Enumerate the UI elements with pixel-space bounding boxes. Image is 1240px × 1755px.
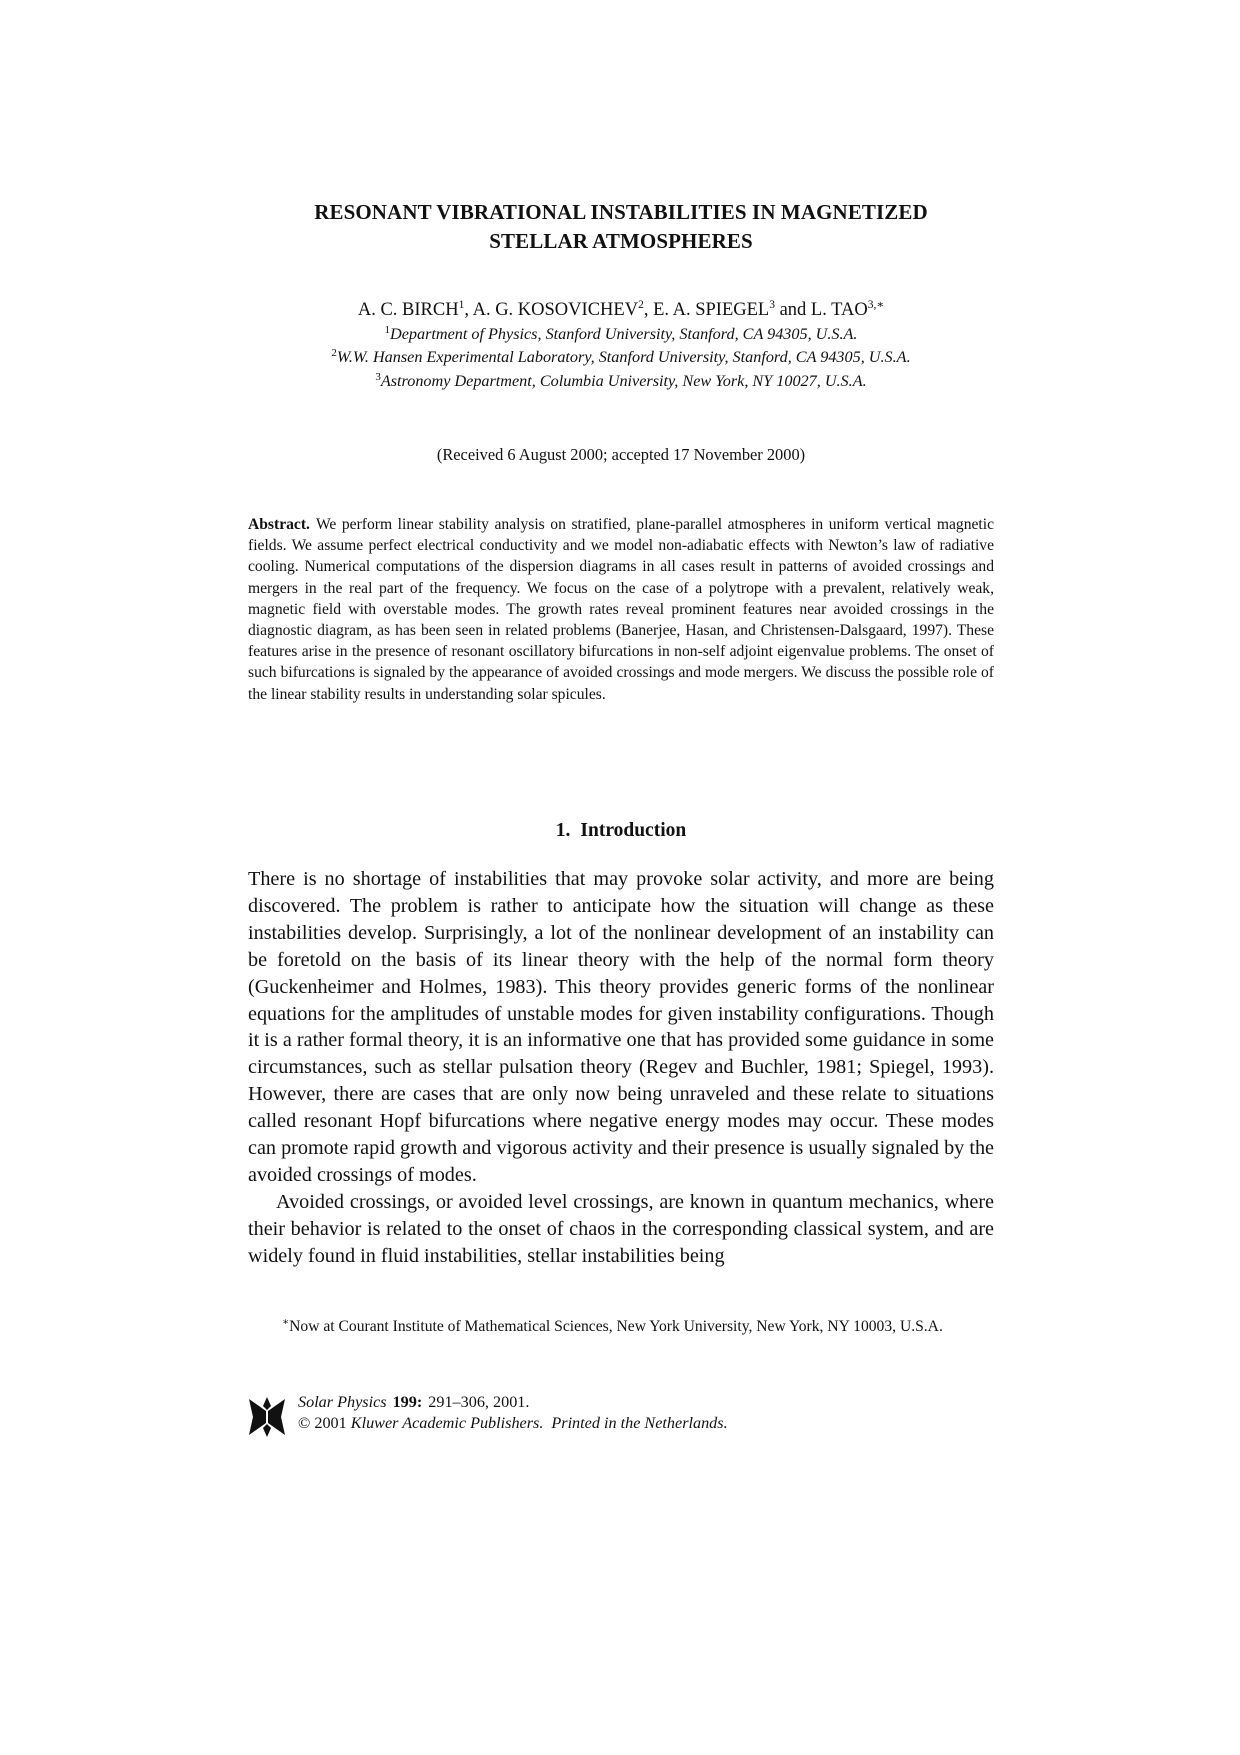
title-line-2: STELLAR ATMOSPHERES	[489, 229, 753, 253]
affiliation-list	[248, 323, 994, 393]
affiliation-number: 3	[375, 370, 381, 383]
footnote-marker: ∗	[282, 1317, 290, 1328]
section-title: Introduction	[580, 820, 687, 841]
author-affiliation-marker: 3	[769, 299, 775, 311]
body-paragraph: Avoided crossings, or avoided level crossings, are known in quantum mechanics, where their behavior is related to the onset of chaos in the corresponding classical system, and are widely found in fluid instabilities, stellar instabilities being	[248, 1190, 994, 1267]
body-paragraph: There is no shortage of instabilities that may provoke solar activity, and more are being discovered. The problem is rather to anticipate how the situation will change as these instabilities develop. Surprisingly, a lot of the nonlinear development of an instability can be foretold on the basis of its linear theory with the help of the normal form theory (Guckenheimer and Holmes, 1983). This theory provides generic forms of the nonlinear equations for the amplitudes of unstable modes for given instability configurations. Though it is a rather formal theory, it is an informative one that has provided some guidance in some circumstances, such as stellar pulsation theory (Regev and Buchler, 1981; Spiegel, 1993). However, there are cases that are only now being unraveled and these relate to situations called resonant Hopf bifurcations where negative energy modes may occur. These modes can promote rapid growth and vigorous activity and their presence is usually signaled by the avoided crossings of modes.	[248, 868, 994, 1186]
abstract	[248, 514, 994, 705]
author-separator: ,	[464, 300, 473, 320]
journal-volume: 199:	[392, 1393, 423, 1411]
publisher-citation	[298, 1392, 728, 1434]
journal-pages: 291–306, 2001.	[428, 1393, 530, 1411]
author-name: L. TAO	[810, 300, 868, 320]
journal-line	[298, 1392, 728, 1413]
journal-name: Solar Physics	[298, 1393, 387, 1411]
affiliation	[248, 370, 994, 393]
author-name: A. G. KOSOVICHEV	[472, 300, 639, 320]
footnote-text: Now at Courant Institute of Mathematical Sciences, New York University, New York, NY 10003, U.S.A.	[289, 1318, 943, 1335]
copyright-line	[298, 1413, 728, 1434]
kluwer-logo-icon	[248, 1397, 286, 1437]
author-affiliation-marker: 1	[458, 299, 465, 311]
abstract-label: Abstract.	[248, 516, 310, 533]
title-line-1: RESONANT VIBRATIONAL INSTABILITIES IN MAGNETIZED	[314, 200, 928, 224]
author-name: A. C. BIRCH	[357, 300, 459, 320]
publisher-info	[248, 1392, 994, 1444]
affiliation-text: Astronomy Department, Columbia University, New York, NY 10027, U.S.A.	[380, 371, 867, 390]
received-dates: (Received 6 August 2000; accepted 17 November 2000)	[436, 445, 806, 464]
publisher-name: Kluwer Academic Publishers.	[350, 1414, 544, 1432]
paper-title	[248, 198, 994, 256]
section-number: 1.	[555, 820, 571, 841]
affiliation-number: 2	[331, 347, 337, 360]
affiliation	[248, 323, 994, 346]
section-heading	[248, 818, 994, 844]
affiliation-text: Department of Physics, Stanford University, Stanford, CA 94305, U.S.A.	[390, 325, 858, 343]
abstract-text: We perform linear stability analysis on stratified, plane-parallel atmospheres in uniform vertical magnetic fields. We assume perfect electrical conductivity and we model non-adiabatic effects with Newton’s law of radiative cooling. Numerical computations of the dispersion diagrams in all cases result in patterns of avoided crossings and mergers in the real part of the frequency. We focus on the case of a polytrope with a prevalent, relatively weak, magnetic field with overstable modes. The growth rates reveal prominent features near avoided crossings in the diagnostic diagram, as has been seen in related problems (Banerjee, Hasan, and Christensen-Dalsgaard, 1997). These features arise in the presence of resonant oscillatory bifurcations in non-self adjoint eigenvalue problems. The onset of such bifurcations is signaled by the appearance of avoided crossings and mode mergers. We discuss the possible role of the linear stability results in understanding solar spicules.	[248, 516, 994, 703]
affiliation	[248, 346, 994, 369]
affiliation-number: 1	[384, 324, 391, 336]
body-text	[248, 866, 994, 1270]
author-affiliation-marker: 3,∗	[867, 299, 885, 311]
footnote	[248, 1316, 994, 1338]
copyright-year: © 2001	[298, 1414, 347, 1432]
author-list	[248, 298, 994, 322]
author-affiliation-marker: 2	[638, 299, 644, 311]
printed-in: Printed in the Netherlands.	[551, 1414, 728, 1432]
author-name: E. A. SPIEGEL	[653, 300, 770, 320]
affiliation-text: W.W. Hansen Experimental Laboratory, Stanford University, Stanford, CA 94305, U.S.A.	[336, 348, 911, 367]
author-separator: ,	[643, 300, 654, 320]
author-separator: and	[774, 300, 811, 320]
